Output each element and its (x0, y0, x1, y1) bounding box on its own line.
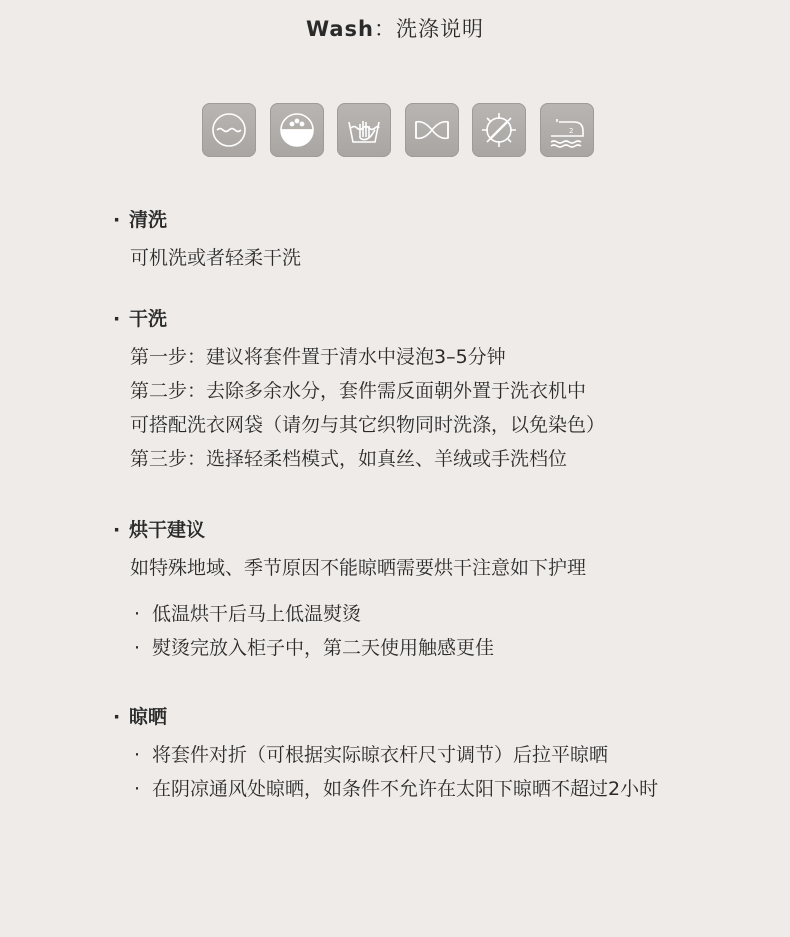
text-line: 第三步：选择轻柔档模式，如真丝、羊绒或手洗档位 (130, 448, 568, 470)
machine-wash-icon (202, 103, 256, 157)
list-item: · 熨烫完放入柜子中，第二天使用触感更佳 (134, 637, 495, 659)
dry-clean-icon (270, 103, 324, 157)
text-line: 可机洗或者轻柔干洗 (130, 247, 302, 269)
care-icons-row (202, 103, 594, 157)
section-wash (113, 207, 301, 275)
text-line: 可搭配洗衣网袋（请勿与其它织物同时洗涤，以免染色） (130, 414, 606, 436)
page-title: Wash：洗涤说明 (305, 17, 485, 41)
section-air-dry (113, 704, 658, 806)
tumble-dry-icon (472, 103, 526, 157)
tip-list (113, 738, 658, 806)
section-heading: · 干洗 (113, 308, 168, 330)
list-item: · 将套件对折（可根据实际晾衣杆尺寸调节）后拉平晾晒 (134, 744, 609, 766)
list-item: · 在阴凉通风处晾晒，如条件不允许在太阳下晾晒不超过2小时 (134, 778, 659, 800)
hand-wash-icon (337, 103, 391, 157)
section-heading: · 晾晒 (113, 706, 168, 728)
section-heading: · 烘干建议 (113, 519, 206, 541)
text-line: 如特殊地域、季节原因不能晾晒需要烘干注意如下护理 (130, 557, 587, 579)
section-drying (113, 517, 586, 665)
wring-icon (405, 103, 459, 157)
section-heading: · 清洗 (113, 209, 168, 231)
iron-level-label: 2 (568, 127, 574, 135)
iron-icon (540, 103, 594, 157)
tip-list (113, 597, 586, 665)
section-dry-clean (113, 306, 605, 476)
text-line: 第一步：建议将套件置于清水中浸泡3–5分钟 (130, 346, 506, 368)
list-item: · 低温烘干后马上低温熨烫 (134, 603, 362, 625)
text-line: 第二步：去除多余水分，套件需反面朝外置于洗衣机中 (130, 380, 587, 402)
